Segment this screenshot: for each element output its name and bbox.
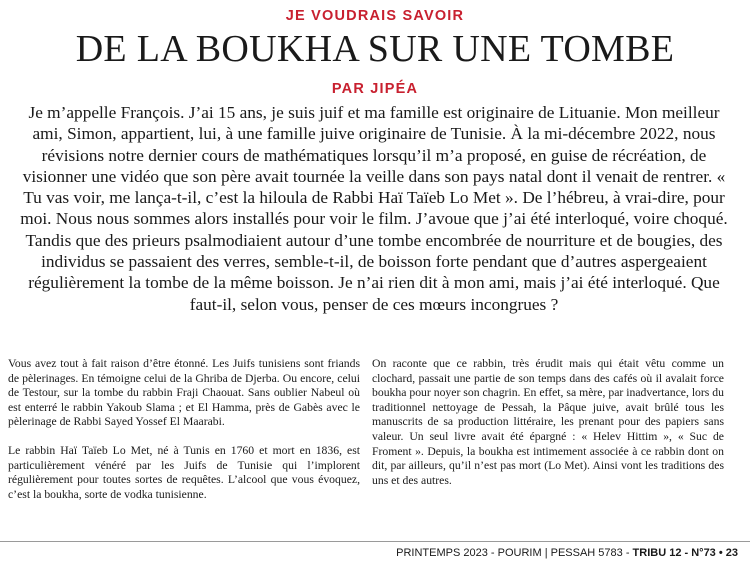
- answer-column-right: [372, 357, 724, 502]
- reader-question: Je m’appelle François. J’ai 15 ans, je suis juif et ma famille est originaire de Lituanie. Mon meilleur ami, Simon, appartient, lui, à une famille juive originaire de Tunisie. À la mi-décembre 2022, nous révisions notre dernier cours de mathématiques lorsqu’il m’a proposé, en guise de récréation, de visionner une vidéo que son père avait tournée la veille dans son pays natal dont il venait de rentrer. « Tu vas voir, me lança-t-il, c’est la hiloula de Rabbi Haï Taïeb Lo Met ». De l’hébreu, à vrai-dire, pour moi. Nous nous sommes alors installés pour voir le film. J’avoue que j’ai été interloqué, voire choqué. Tandis que des prieurs psalmodiaient autour d’une tombe encombrée de nourriture et de bougies, des individus se passaient des verres, semble-t-il, de boisson forte pendant que d’autres aspergeaient régulièrement la tombe de la même boisson. Je n’ai rien dit à mon ami, mais j’ai été interloqué. Que faut-il, selon vous, penser de ces mœurs incongrues ?: [20, 103, 728, 314]
- issue-info: PRINTEMPS 2023 - POURIM | PESSAH 5783 -: [396, 547, 633, 559]
- author-byline: PAR JIPÉA: [331, 81, 419, 97]
- magazine-issue-page: TRIBU 12 - N°73 • 23: [632, 547, 738, 559]
- section-kicker: JE VOUDRAIS SAVOIR: [285, 8, 465, 24]
- answer-paragraph: Vous avez tout à fait raison d’être étonné. Les Juifs tunisiens sont friands de pèlerinages. En témoigne celui de la Ghriba de Djerba. Ou encore, celui de Testour, sur la tombe du rabbin Fraji Chaouat. Sans oublier Nabeul où est enterré le rabbin Yakoub Slama ; et El Hamma, près de Gabès avec le pèlerinage de Rabbi Sayed Yossef El Maarabi.: [8, 357, 360, 429]
- answer-paragraph: Le rabbin Haï Taïeb Lo Met, né à Tunis en 1760 et mort en 1836, est particulièrement vénéré par les Juifs de Tunisie qui l’implorent régulièrement pour toutes sortes de requêtes. L’alcool que vous évoquez, c’est la boukha, sorte de vodka tunisienne.: [8, 443, 360, 501]
- answer-column-left: [8, 357, 360, 516]
- page-footer: [396, 546, 738, 560]
- article-headline: DE LA BOUKHA SUR UNE TOMBE: [75, 28, 675, 70]
- footer-divider: [0, 541, 750, 542]
- answer-paragraph: On raconte que ce rabbin, très érudit mais qui était vêtu comme un clochard, passait une partie de son temps dans des cafés où il avalait force boukha pour noyer son chagrin. En effet, sa mère, par inadvertance, lors du traditionnel nettoyage de Pessah, la Pâque juive, avait brûlé tous les manuscrits de sa production littéraire, les prenant pour des papiers sans valeur. Un seul livre avait été épargné : « Helev Hittim », « Suc de Froment ». Depuis, la boukha est intimement associée à ce rabbin dont on dit, par ailleurs, qu’il n’est pas mort (Lo Met). Ainsi vont les traditions des uns et des autres.: [372, 357, 724, 487]
